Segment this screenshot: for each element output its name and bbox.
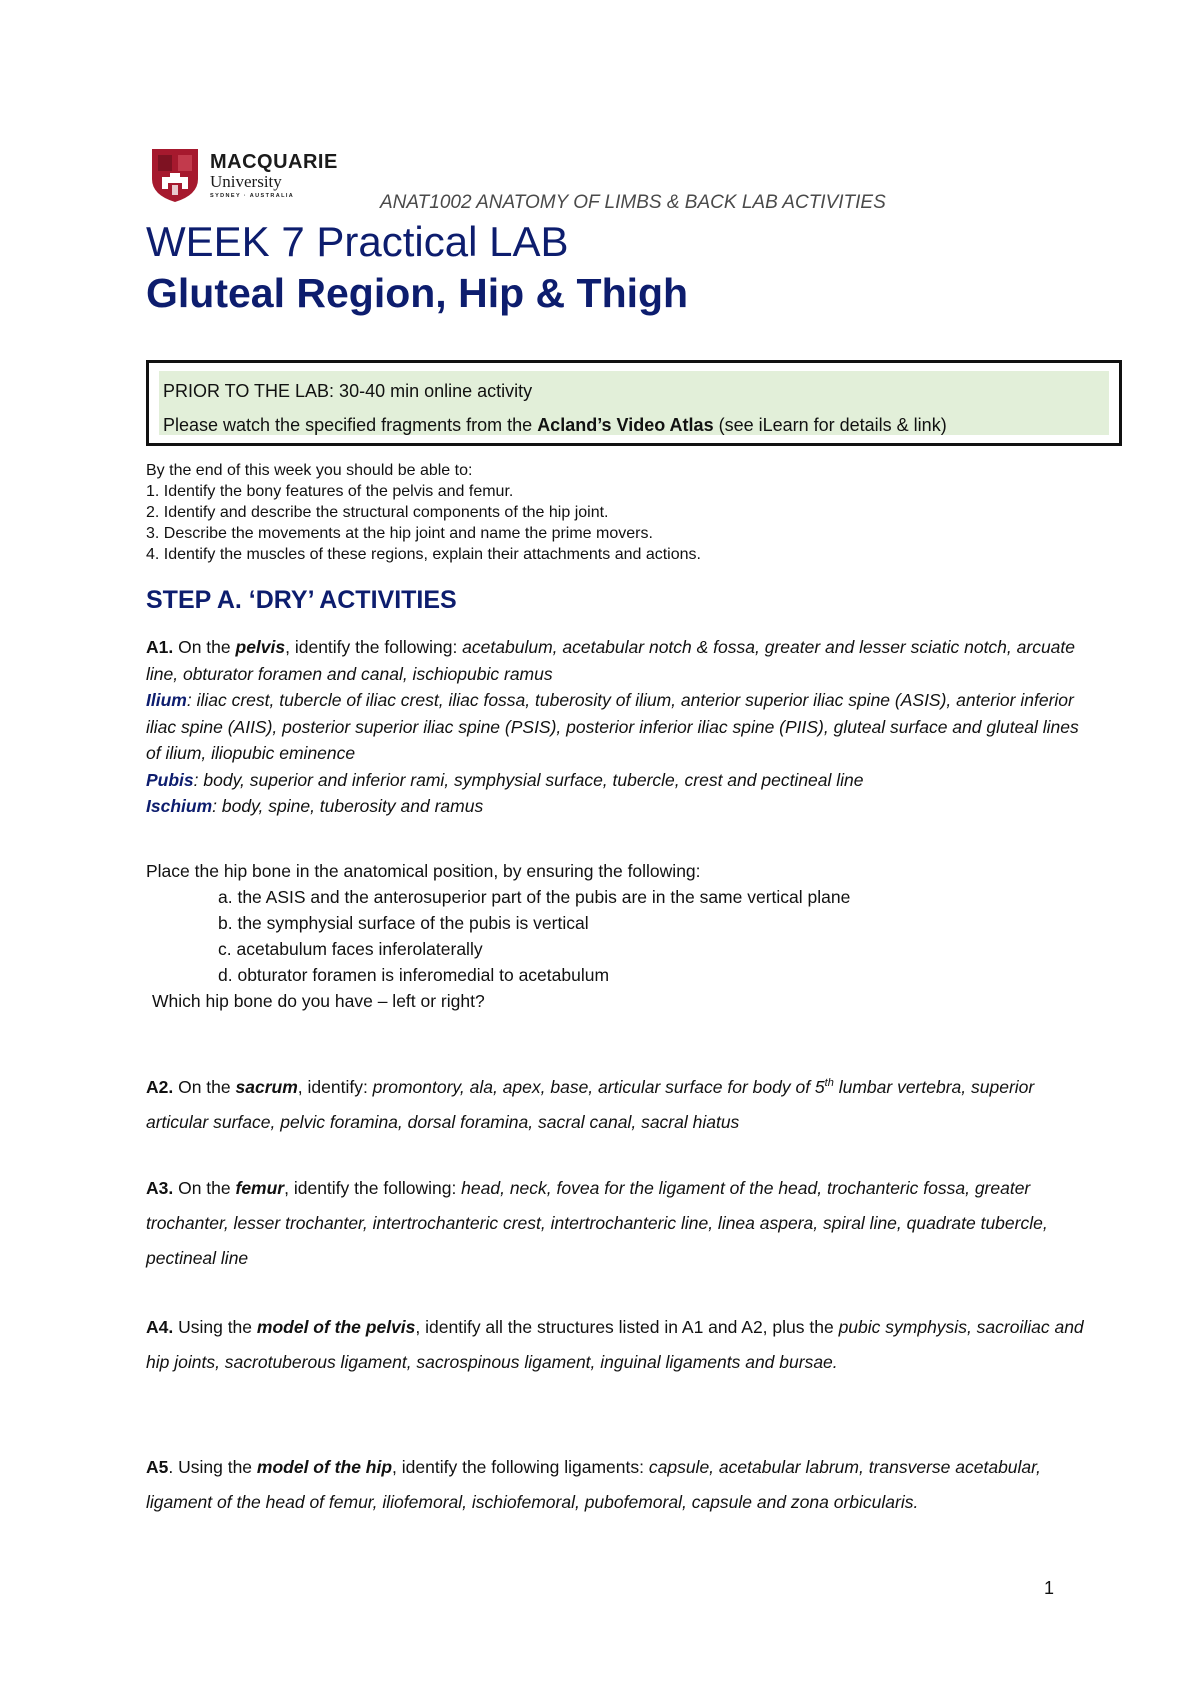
objectives-intro: By the end of this week you should be able to: <box>146 462 473 479</box>
page-title: WEEK 7 Practical LAB <box>146 218 569 265</box>
a3-term: femur <box>235 1178 285 1198</box>
objective-item: 4. Identify the muscles of these regions, explain their attachments and actions. <box>146 546 701 563</box>
a5-text: , identify the following ligaments: <box>392 1457 649 1477</box>
pubis-label: Pubis <box>146 769 194 790</box>
page-number: 1 <box>1044 1578 1055 1598</box>
a5-text: . Using the <box>168 1457 257 1477</box>
a1-term: pelvis <box>235 637 286 657</box>
learning-objectives <box>146 460 701 565</box>
prior-line-2 <box>163 415 947 436</box>
pubis-list: : body, superior and inferior rami, symphysial surface, tubercle, crest and pectineal line <box>193 769 864 790</box>
prior-to-lab-shading <box>159 371 1109 435</box>
a4-text: , identify all the structures listed in A1 and A2, plus the <box>415 1317 839 1337</box>
step-a-heading: STEP A. ‘DRY’ ACTIVITIES <box>146 586 457 614</box>
placement-item: a. the ASIS and the anterosuperior part of the pubis are in the same vertical plane <box>218 887 851 907</box>
a1-intro <box>146 634 1086 687</box>
a5-label: A5 <box>146 1457 169 1477</box>
placement-question: Which hip bone do you have – left or right? <box>152 991 485 1011</box>
a5-term: model of the hip <box>256 1457 393 1477</box>
a2-term: sacrum <box>235 1076 298 1097</box>
a4-term: model of the pelvis <box>256 1317 416 1337</box>
a1-text: , identify the following: <box>285 637 463 657</box>
logo-wordmark-line1: MACQUARIE <box>210 151 338 173</box>
a1-list: acetabulum, acetabular notch & fossa, greater and lesser sciatic notch, arcuate line, obturator foramen and canal, ischiopubic ramus <box>146 637 1076 684</box>
a2-list: lumbar vertebra, superior articular surface, pelvic foramina, dorsal foramina, sacral canal, sacral hiatus <box>146 1076 1035 1132</box>
placement-item: c. acetabulum faces inferolaterally <box>218 939 483 959</box>
ischium-list: : body, spine, tuberosity and ramus <box>212 796 484 816</box>
a1-ilium <box>146 687 1086 767</box>
objective-item: 2. Identify and describe the structural components of the hip joint. <box>146 504 609 521</box>
logo-wordmark-line2: University <box>210 172 282 191</box>
logo-wordmark-line3: SYDNEY · AUSTRALIA <box>210 193 295 199</box>
ischium-label: Ischium <box>146 796 213 816</box>
anatomical-position-instructions <box>146 858 850 1014</box>
prior-to-lab-box <box>146 360 1122 446</box>
activity-a5 <box>146 1450 1086 1520</box>
a3-text: On the <box>173 1178 236 1198</box>
a1-ischium <box>146 793 1086 820</box>
a5-list: capsule, acetabular labrum, transverse acetabular, ligament of the head of femur, iliofemoral, ischiofemoral, pubofemoral, capsule and zona orbicularis. <box>146 1457 1041 1512</box>
activity-a2 <box>146 1066 1086 1140</box>
objective-item: 3. Describe the movements at the hip joint and name the prime movers. <box>146 525 653 542</box>
video-atlas-name: Acland’s Video Atlas <box>537 415 714 435</box>
activity-a1 <box>146 634 1086 820</box>
a4-text: Using the <box>173 1317 257 1337</box>
a4-list: pubic symphysis, sacroiliac and hip joints, sacrotuberous ligament, sacrospinous ligament, inguinal ligaments and bursae. <box>146 1317 1084 1372</box>
activity-a3 <box>146 1171 1086 1276</box>
a3-list: head, neck, fovea for the ligament of the head, trochanteric fossa, greater trochanter, lesser trochanter, intertrochanteric crest, intertrochanteric line, linea aspera, spiral line, quadrate tubercle, pectineal line <box>146 1178 1048 1268</box>
a2-list: promontory, ala, apex, base, articular surface for body of 5 <box>372 1076 825 1097</box>
a2-superscript: th <box>824 1077 834 1089</box>
a3-label: A3. <box>146 1178 174 1198</box>
placement-intro: Place the hip bone in the anatomical position, by ensuring the following: <box>146 861 701 881</box>
a2-text: On the <box>173 1076 236 1097</box>
placement-item: b. the symphysial surface of the pubis is vertical <box>218 913 589 933</box>
a4-label: A4. <box>146 1317 174 1337</box>
a3-text: , identify the following: <box>284 1178 462 1198</box>
university-crest-icon <box>148 147 202 203</box>
a2-text: , identify: <box>297 1076 373 1097</box>
a1-text: On the <box>173 637 236 657</box>
prior-line-1: PRIOR TO THE LAB: 30-40 min online activity <box>163 381 533 401</box>
prior-line-2-post: (see iLearn for details & link) <box>713 415 947 435</box>
ilium-label: Ilium <box>146 690 187 710</box>
prior-line-2-pre: Please watch the specified fragments from the <box>163 415 538 435</box>
a1-pubis <box>146 767 1086 794</box>
ilium-list: : iliac crest, tubercle of iliac crest, iliac fossa, tuberosity of ilium, anterior superior iliac spine (ASIS), anterior inferior iliac spine (AIIS), posterior superior iliac spine (PSIS), posterior inferior iliac spine (PIIS), gluteal surface and gluteal lines of ilium, iliopubic eminence <box>146 690 1079 763</box>
course-header: ANAT1002 ANATOMY OF LIMBS & BACK LAB ACTIVITIES <box>380 192 886 213</box>
university-logo <box>148 147 348 203</box>
a2-label: A2. <box>146 1076 174 1097</box>
activity-a4 <box>146 1310 1086 1380</box>
page-subtitle: Gluteal Region, Hip & Thigh <box>146 270 689 316</box>
a1-label: A1. <box>146 637 174 657</box>
placement-item: d. obturator foramen is inferomedial to acetabulum <box>218 965 610 985</box>
objective-item: 1. Identify the bony features of the pelvis and femur. <box>146 483 514 500</box>
